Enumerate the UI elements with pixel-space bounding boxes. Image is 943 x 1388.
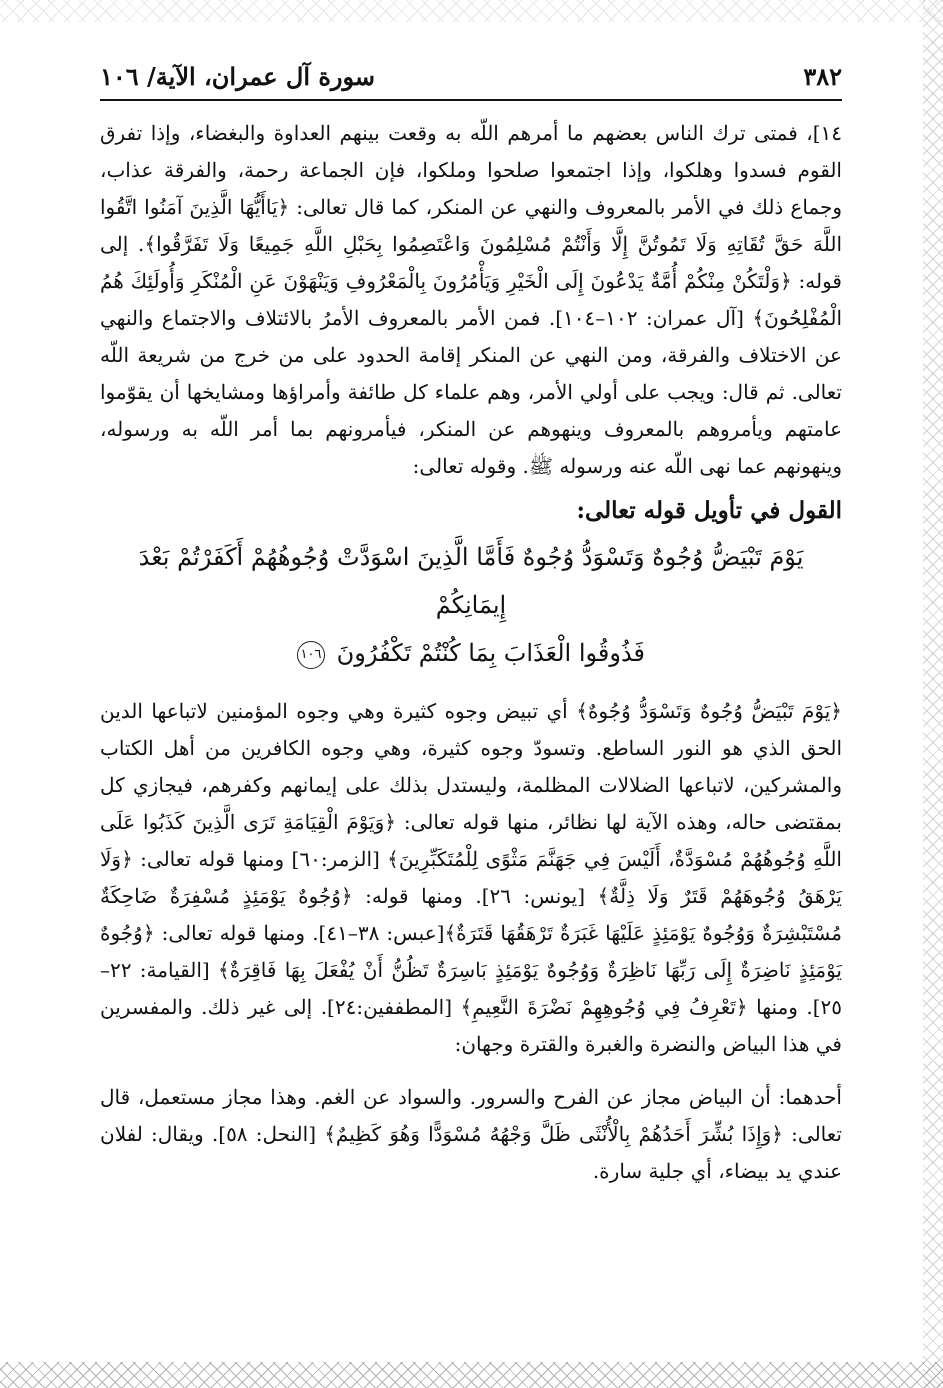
top-border-decoration xyxy=(0,0,943,22)
page-number: ٣٨٢ xyxy=(803,62,842,91)
section-heading: القول في تأويل قوله تعالى: xyxy=(576,497,842,524)
ayah-number-mark: ١٠٦ xyxy=(297,641,325,669)
paragraph-commentary: ﴿يَوْمَ تَبْيَضُّ وُجُوهٌ وَتَسْوَدُّ وُجُوهٌ﴾ أي تبيض وجوه كثيرة وهي وجوه المؤمنين لاتباعها الدين الحق الذي هو النور الساطع. وتسودّ وجوه كثيرة، وهي وجوه الكافرين من أهل الكتاب والمشركين، لاتباعها الضلالات المظلمة، وليستدل بذلك على إيمانهم وكفرهم، فيجازي كل بمقتضى حاله، وهذه الآية لها نظائر، منها قوله تعالى: ﴿وَيَوْمَ الْقِيَامَةِ تَرَى الَّذِينَ كَذَبُوا عَلَى اللَّهِ وُجُوهُهُمْ مُسْوَدَّةٌ، أَلَيْسَ فِي جَهَنَّمَ مَثْوًى لِلْمُتَكَبِّرِينَ﴾ [الزمر:٦٠] ومنها قوله تعالى: ﴿وَلَا يَرْهَقُ وُجُوهَهُمْ قَتَرٌ وَلَا ذِلَّةٌ﴾ [يونس: ٢٦]. ومنها قوله: ﴿وُجُوهٌ يَوْمَئِذٍ مُسْفِرَةٌ ضَاحِكَةٌ مُسْتَبْشِرَةٌ وَوُجُوهٌ يَوْمَئِذٍ عَلَيْهَا غَبَرَةٌ تَرْهَقُهَا قَتَرَةٌ﴾[عبس: ٣٨–٤١]. ومنها قوله تعالى: ﴿وُجُوهٌ يَوْمَئِذٍ نَاضِرَةٌ إِلَى رَبِّهَا نَاظِرَةٌ وَوُجُوهٌ يَوْمَئِذٍ بَاسِرَةٌ تَظُنُّ أَنْ يُفْعَلَ بِهَا فَاقِرَةٌ﴾ [القيامة: ٢٢–٢٥]. ومنها ﴿تَعْرِفُ فِي وُجُوهِهِمْ نَضْرَةَ النَّعِيمِ﴾ [المطففين:٢٤]. إلى غير ذلك. والمفسرين في هذا البياض والنضرة والغبرة والقترة وجهان: xyxy=(100,699,843,1056)
paragraph-first-view: أحدهما: أن البياض مجاز عن الفرح والسرور. والسواد عن الغم. وهذا مجاز مستعمل، قال تعالى: ﴿وَإِذَا بُشِّرَ أَحَدُهُمْ بِالْأُنْثَى ظَلَّ وَجْهُهُ مُسْوَدًّا وَهُوَ كَظِيمٌ﴾ [النحل: ٥٨]. ويقال: لفلان عندي يد بيضاء، أي جلية سارة. xyxy=(100,1085,842,1183)
paragraph-intro: ١٤]، فمتى ترك الناس بعضهم ما أمرهم اللّه به وقعت بينهم العداوة والبغضاء، وإذا تفرق القوم فسدوا وهلكوا، وإذا اجتمعوا صلحوا وملكوا، فإن الجماعة رحمة، والفرقة عذاب، وجماع ذلك في الأمر بالمعروف والنهي عن المنكر، كما قال تعالى: ﴿يَاأَيُّهَا الَّذِينَ آمَنُوا اتَّقُوا اللَّهَ حَقَّ تُقَاتِهِ وَلَا تَمُوتُنَّ إِلَّا وَأَنْتُمْ مُسْلِمُونَ وَاعْتَصِمُوا بِحَبْلِ اللَّهِ جَمِيعًا وَلَا تَفَرَّقُوا﴾. إلى قوله: ﴿وَلْتَكُنْ مِنْكُمْ أُمَّةٌ يَدْعُونَ إِلَى الْخَيْرِ وَيَأْمُرُونَ بِالْمَعْرُوفِ وَيَنْهَوْنَ عَنِ الْمُنْكَرِ وَأُولَئِكَ هُمُ الْمُفْلِحُونَ﴾ [آل عمران: ١٠٢–١٠٤]. فمن الأمر بالمعروف الأمرُ بالائتلاف والاجتماع والنهي عن الاختلاف والفرقة، ومن النهي عن المنكر إقامة الحدود على من خرج من شريعة اللّه تعالى. ثم قال: ويجب على أولي الأمر، وهم علماء كل طائفة وأمراؤها ومشايخها أن يقوّموا عامتهم ويأمروهم بالمعروف وينهوهم عن المنكر، فيأمرونهم بما أمر اللّه به ورسوله، وينهونهم عما نهى اللّه عنه ورسوله ﷺ. وقوله تعالى: xyxy=(100,121,842,478)
verse-line-2-text: فَذُوقُوا الْعَذَابَ بِمَا كُنْتُمْ تَكْفُرُونَ xyxy=(336,639,646,667)
verse-line-1: يَوْمَ تَبْيَضُّ وُجُوهٌ وَتَسْوَدُّ وُجُوهٌ فَأَمَّا الَّذِينَ اسْوَدَّتْ وُجُوهُهُمْ أَكَفَرْتُمْ بَعْدَ إِيمَانِكُمْ xyxy=(138,543,804,619)
bottom-border-decoration xyxy=(0,1362,943,1388)
paragraph-separator xyxy=(100,1063,842,1079)
verse-line-2 xyxy=(100,629,842,677)
surah-info: سورة آل عمران، الآية/ ١٠٦ xyxy=(100,62,376,91)
page-header xyxy=(100,62,842,101)
page-content xyxy=(100,62,842,1190)
right-border-decoration xyxy=(923,0,943,1388)
quran-verse-block xyxy=(100,533,842,677)
